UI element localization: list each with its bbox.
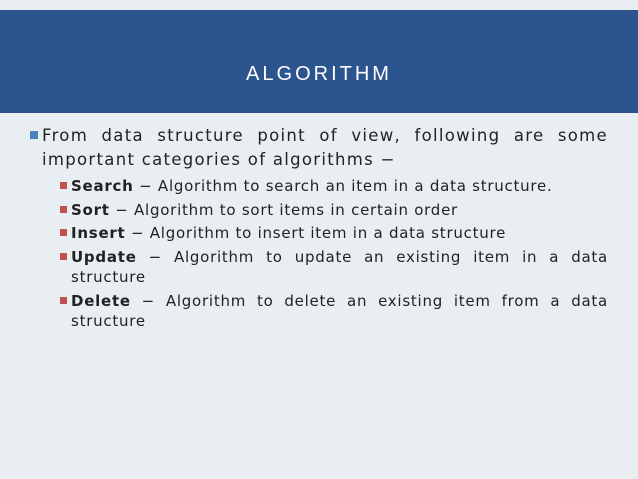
square-bullet-icon — [60, 253, 67, 260]
slide-title: ALGORITHM — [246, 63, 392, 85]
title-band — [0, 10, 638, 113]
category-item-insert — [60, 223, 608, 244]
intro-text: From data structure point of view, following are some important categories of algorithms − — [42, 126, 608, 169]
square-bullet-icon — [60, 206, 67, 213]
category-description: − Algorithm to update an existing item in a data structure — [71, 247, 608, 286]
square-bullet-icon — [60, 182, 67, 189]
square-bullet-icon — [60, 229, 67, 236]
category-item-search — [60, 176, 608, 197]
square-bullet-icon — [60, 297, 67, 304]
intro-bullet — [30, 124, 608, 172]
category-term: Delete — [71, 291, 131, 310]
category-term: Update — [71, 247, 137, 266]
category-description: − Algorithm to search an item in a data structure. — [133, 177, 553, 195]
square-bullet-icon — [30, 131, 38, 139]
category-description: − Algorithm to insert item in a data structure — [125, 224, 507, 242]
category-list — [30, 176, 608, 332]
slide-content — [30, 124, 608, 335]
category-description: − Algorithm to sort items in certain order — [109, 200, 458, 219]
category-term: Insert — [71, 224, 126, 242]
category-item-sort — [60, 200, 608, 221]
category-item-update — [60, 247, 608, 288]
category-term: Search — [71, 177, 134, 195]
category-item-delete — [60, 291, 608, 332]
category-term: Sort — [71, 200, 110, 219]
category-description: − Algorithm to delete an existing item from a data structure — [71, 291, 608, 330]
